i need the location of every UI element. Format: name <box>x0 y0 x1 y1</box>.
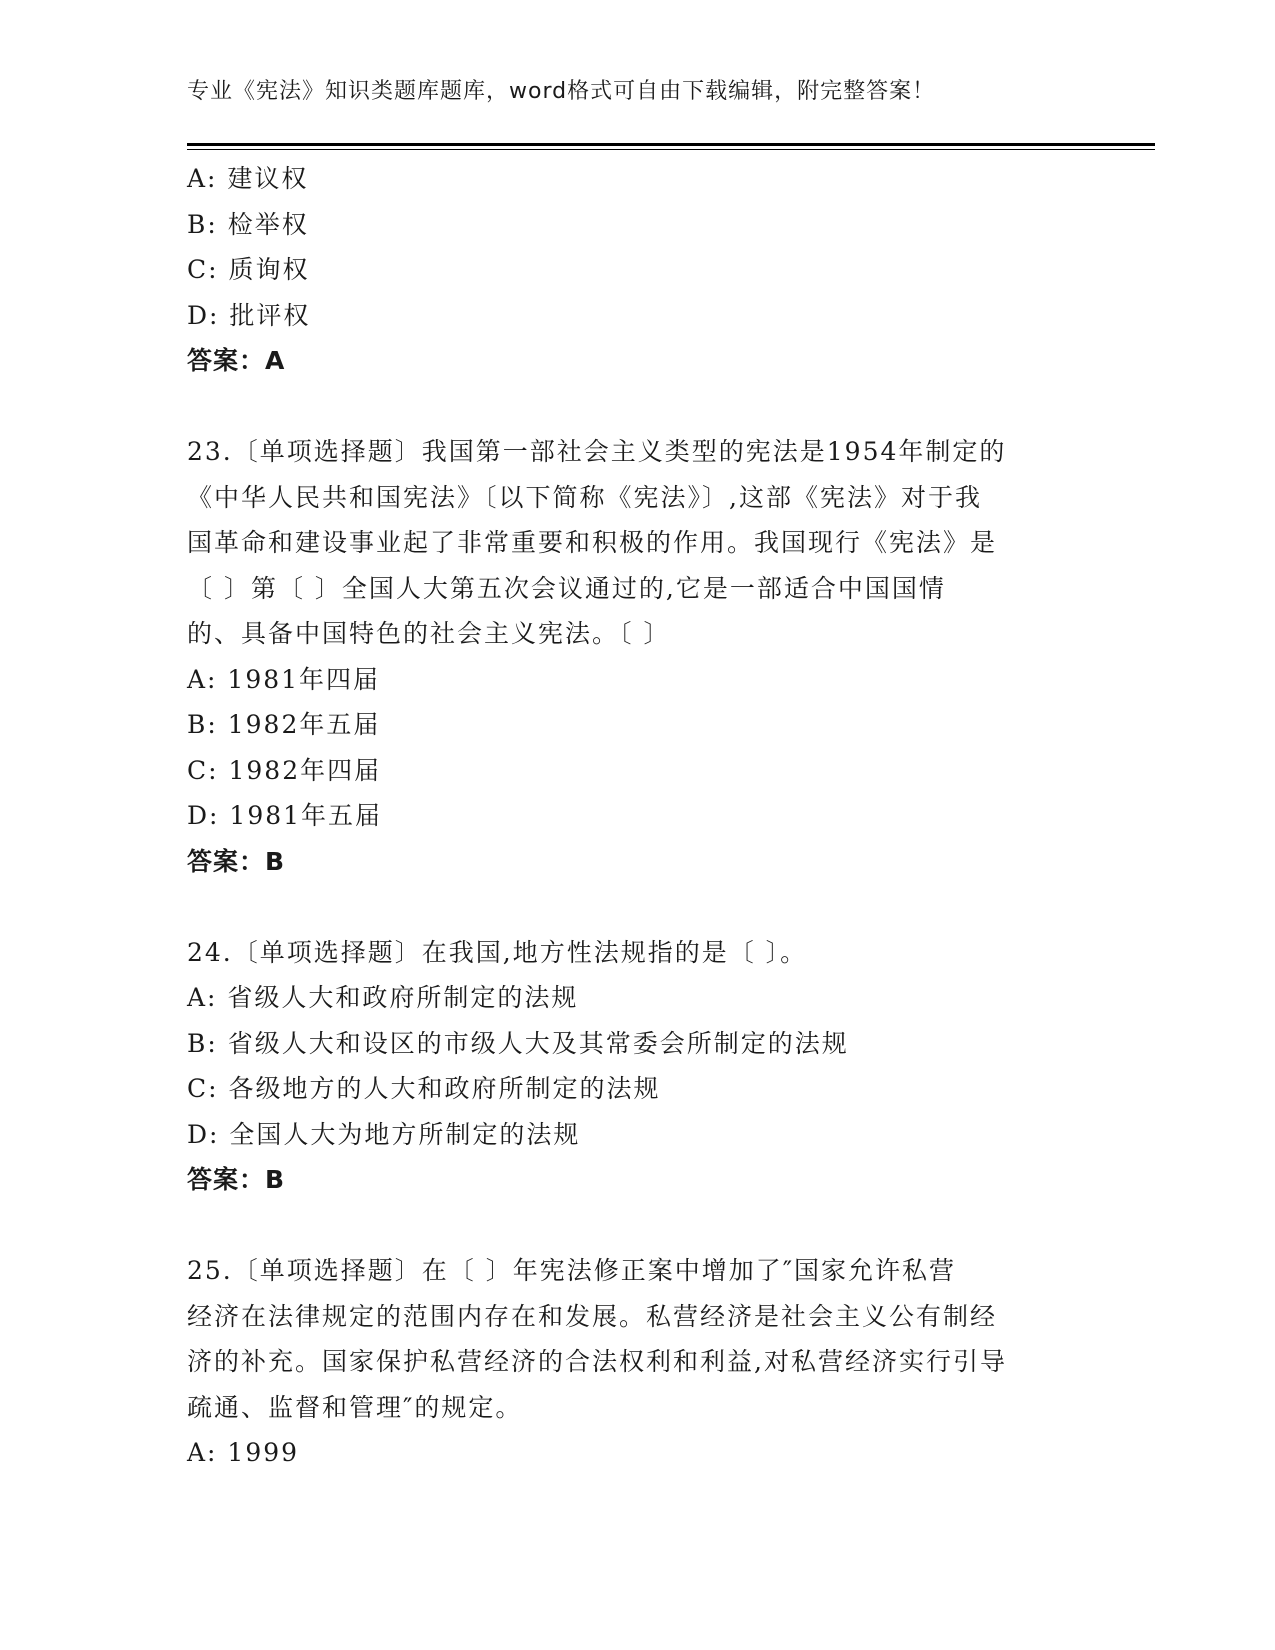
question-text-line: 的、具备中国特色的社会主义宪法。〔 〕 <box>187 619 671 648</box>
option-c: C: 1982年四届 <box>187 755 382 785</box>
question-text-line: 〔 〕第〔 〕全国人大第五次会议通过的,它是一部适合中国国情 <box>187 573 946 603</box>
question-content <box>187 156 1087 1476</box>
answer-line: 答案：A <box>187 346 286 375</box>
question-text-line: 经济在法律规定的范围内存在和发展。私营经济是社会主义公有制经 <box>187 1301 998 1331</box>
header-rule-thick <box>187 143 1155 146</box>
spacer <box>187 1203 1087 1249</box>
question-text-line: 《中华人民共和国宪法》〔以下简称《宪法》〕,这部《宪法》对于我 <box>187 482 982 512</box>
question-25 <box>187 1248 1087 1476</box>
option-d: D: 1981年五届 <box>187 801 383 830</box>
question-text-line: 国革命和建设事业起了非常重要和积极的作用。我国现行《宪法》是 <box>187 528 998 557</box>
question-text-line: 济的补充。国家保护私营经济的合法权利和利益,对私营经济实行引导 <box>187 1347 1007 1376</box>
option-c: C: 质询权 <box>187 255 310 284</box>
question-text-line: 疏通、监督和管理″的规定。 <box>187 1392 523 1422</box>
option-a: A: 省级人大和政府所制定的法规 <box>187 983 579 1012</box>
option-d: D: 批评权 <box>187 300 311 330</box>
option-a: A: 1999 <box>187 1438 300 1467</box>
option-a: A: 1981年四届 <box>187 664 381 694</box>
option-d: D: 全国人大为地方所制定的法规 <box>187 1119 581 1149</box>
question-text-line: 24.〔单项选择题〕在我国,地方性法规指的是〔 〕。 <box>187 937 808 967</box>
option-b: B: 1982年五届 <box>187 710 381 739</box>
spacer <box>187 884 1087 930</box>
page-header: 专业《宪法》知识类题库题库，word格式可自由下载编辑，附完整答案！ <box>187 79 936 104</box>
prev-question-block <box>187 156 1087 384</box>
option-b: B: 检举权 <box>187 209 309 239</box>
question-23 <box>187 429 1087 884</box>
answer-line: 答案：B <box>187 1165 286 1194</box>
spacer <box>187 384 1087 430</box>
option-c: C: 各级地方的人大和政府所制定的法规 <box>187 1074 661 1103</box>
header-rule-thin <box>187 149 1155 150</box>
question-24 <box>187 930 1087 1203</box>
option-b: B: 省级人大和设区的市级人大及其常委会所制定的法规 <box>187 1028 849 1058</box>
question-text-line: 23.〔单项选择题〕我国第一部社会主义类型的宪法是1954年制定的 <box>187 437 1007 466</box>
option-a: A: 建议权 <box>187 164 309 193</box>
answer-line: 答案：B <box>187 846 286 876</box>
question-text-line: 25.〔单项选择题〕在〔 〕年宪法修正案中增加了″国家允许私营 <box>187 1256 957 1285</box>
